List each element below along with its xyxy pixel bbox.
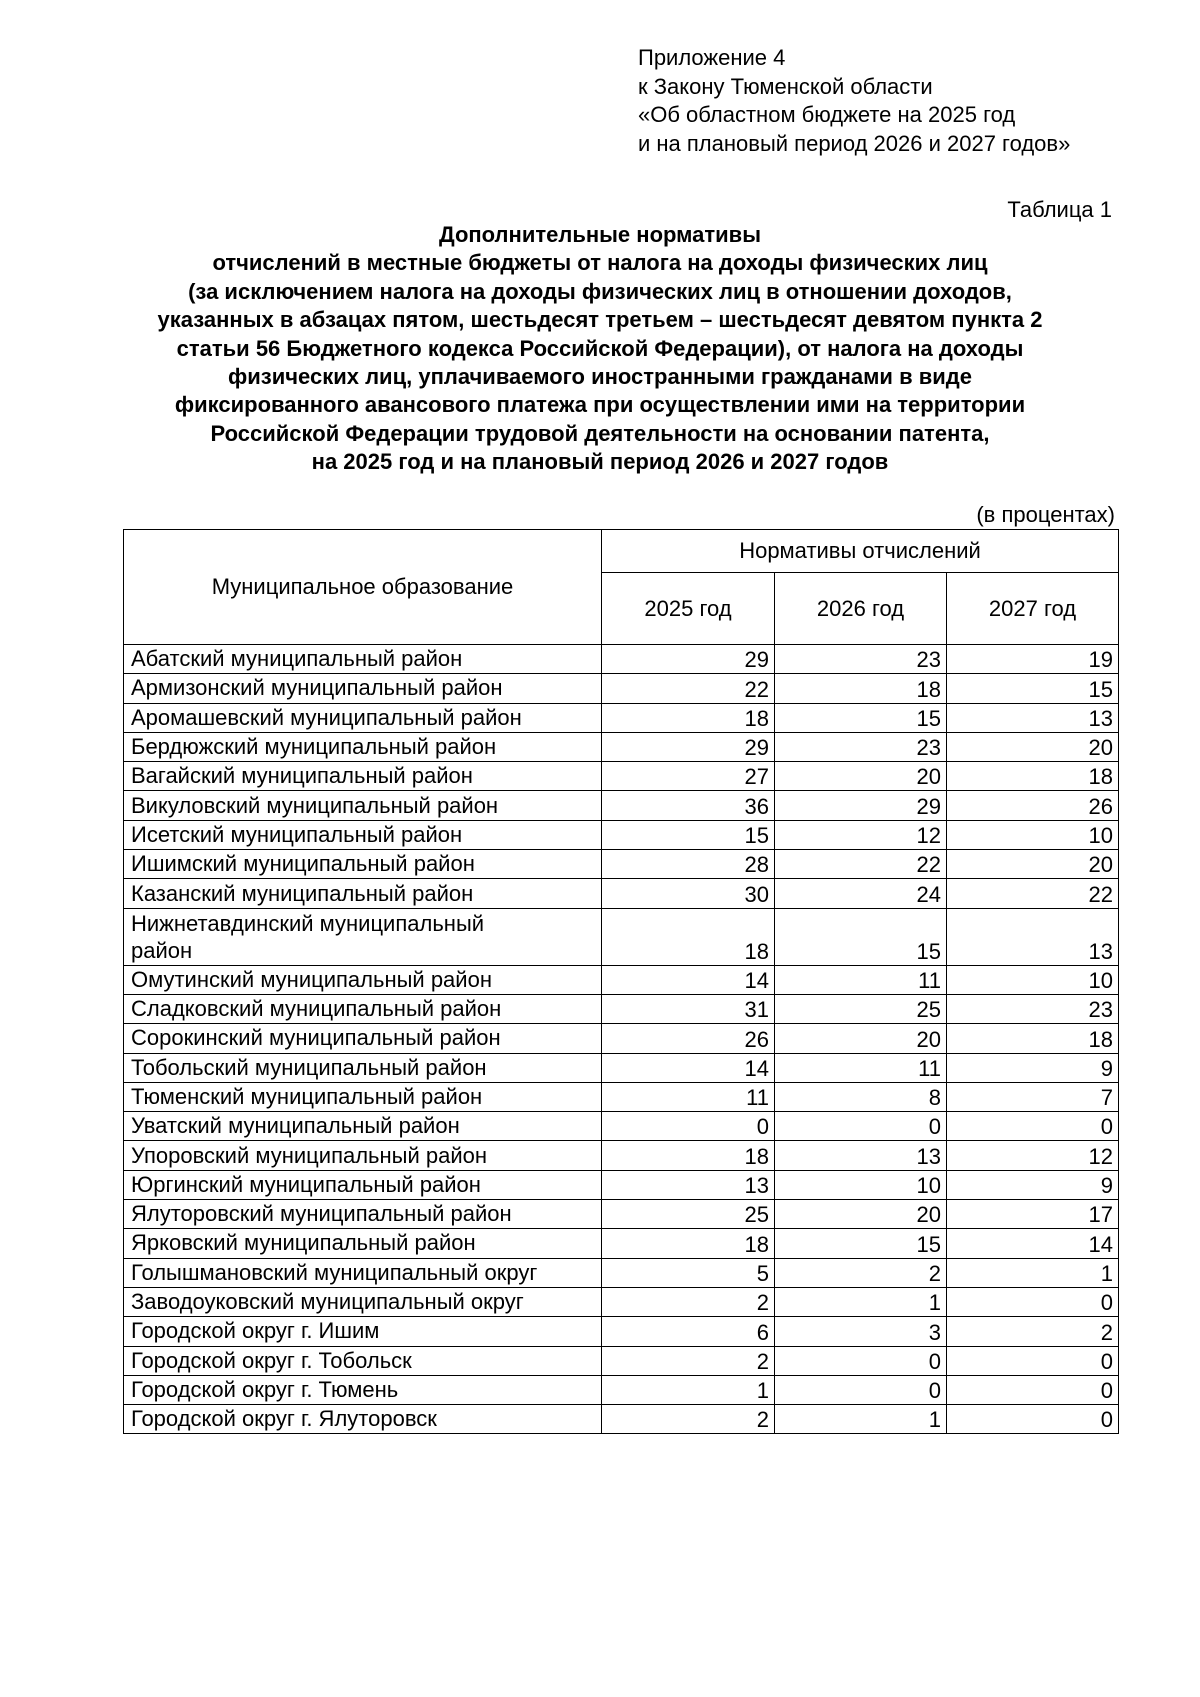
title-line: на 2025 год и на плановый период 2026 и 2027 годов [311,449,889,475]
table-row [124,732,1119,761]
table-row [124,820,1119,849]
table-row [124,1258,1119,1287]
norm-value-2025: 29 [602,732,775,761]
norms-table [123,529,1119,1434]
norm-value-2026: 11 [775,1053,947,1082]
norm-value-2027: 0 [947,1405,1119,1434]
municipality-name [124,1053,602,1082]
municipality-name-text: Юргинский муниципальный район [131,1171,481,1197]
table-row [124,1375,1119,1404]
norm-value-2026: 18 [775,674,947,703]
norm-value-2026: 20 [775,1200,947,1229]
norm-value-2027: 0 [947,1346,1119,1375]
norm-value-2025: 1 [602,1375,775,1404]
norm-value-2027: 17 [947,1200,1119,1229]
norm-value-2027: 20 [947,732,1119,761]
appendix-line: «Об областном бюджете на 2025 год [638,102,1016,127]
municipality-name [124,791,602,820]
municipality-name [124,645,602,674]
table-row [124,1200,1119,1229]
table-row [124,1141,1119,1170]
norm-value-2027: 9 [947,1053,1119,1082]
municipality-name [124,1287,602,1316]
municipality-name-text: Голышмановский муниципальный округ [131,1259,538,1285]
header-year-2025: 2025 год [602,573,775,645]
municipality-name-text: Казанский муниципальный район [131,880,474,906]
norm-value-2026: 20 [775,762,947,791]
norm-value-2027: 18 [947,762,1119,791]
title-line: фиксированного авансового платежа при осуществлении ими на территории [174,392,1026,418]
municipality-name [124,879,602,908]
norm-value-2026: 23 [775,732,947,761]
norm-value-2026: 0 [775,1346,947,1375]
municipality-name [124,1375,602,1404]
appendix-line: и на плановый период 2026 и 2027 годов» [638,130,1071,156]
table-row [124,762,1119,791]
municipality-name-text: Уватский муниципальный район [131,1113,460,1139]
municipality-name-text: Вагайский муниципальный район [131,763,473,789]
norm-value-2027: 2 [947,1317,1119,1346]
municipality-name [124,732,602,761]
norm-value-2027: 13 [947,703,1119,732]
table-row [124,791,1119,820]
norm-value-2025: 14 [602,1053,775,1082]
norm-value-2027: 1 [947,1258,1119,1287]
norm-value-2025: 27 [602,762,775,791]
municipality-name-text: Заводоуковский муниципальный округ [131,1289,524,1315]
municipality-name-text: Ялуторовский муниципальный район [131,1201,512,1227]
norm-value-2026: 0 [775,1375,947,1404]
title-line: Российской Федерации трудовой деятельности на основании патента, [210,420,990,446]
norm-value-2025: 26 [602,1024,775,1053]
norm-value-2027: 0 [947,1287,1119,1316]
municipality-name-text: Абатский муниципальный район [131,646,463,672]
header-year-2026: 2026 год [775,573,947,645]
norm-value-2025: 36 [602,791,775,820]
norm-value-2025: 22 [602,674,775,703]
municipality-name-text: район [131,937,193,963]
document-title [100,221,1100,477]
norm-value-2026: 12 [775,820,947,849]
municipality-name [124,1141,602,1170]
municipality-name [124,850,602,879]
table-row [124,1053,1119,1082]
municipality-name-text: Нижнетавдинский муниципальный [131,910,485,936]
municipality-name-text: Городской округ г. Ялуторовск [131,1406,437,1432]
norm-value-2027: 10 [947,965,1119,994]
municipality-name [124,703,602,732]
norm-value-2026: 15 [775,703,947,732]
table-row [124,1317,1119,1346]
table-row [124,994,1119,1023]
municipality-name-text: Бердюжский муниципальный район [131,734,497,760]
norm-value-2027: 26 [947,791,1119,820]
municipality-name [124,908,602,965]
norm-value-2026: 23 [775,645,947,674]
units-label: (в процентах) [976,502,1115,527]
municipality-name-text: Сладковский муниципальный район [131,996,502,1022]
table-row [124,1229,1119,1258]
norm-value-2025: 25 [602,1200,775,1229]
norm-value-2025: 18 [602,1229,775,1258]
table-row [124,674,1119,703]
table-row [124,908,1119,965]
norm-value-2026: 29 [775,791,947,820]
norm-value-2025: 5 [602,1258,775,1287]
municipality-name [124,1024,602,1053]
table-row [124,1170,1119,1199]
header-norms-group: Нормативы отчислений [602,530,1119,573]
table-row [124,850,1119,879]
norm-value-2026: 8 [775,1082,947,1111]
norm-value-2027: 22 [947,879,1119,908]
municipality-name-text: Городской округ г. Ишим [131,1318,380,1344]
norm-value-2027: 14 [947,1229,1119,1258]
appendix-line: к Закону Тюменской области [638,73,933,99]
norm-value-2027: 19 [947,645,1119,674]
norm-value-2027: 15 [947,674,1119,703]
municipality-name [124,820,602,849]
municipality-name [124,1082,602,1111]
municipality-name-text: Армизонский муниципальный район [131,675,503,701]
norm-value-2025: 15 [602,820,775,849]
norm-value-2026: 25 [775,994,947,1023]
municipality-name [124,965,602,994]
norm-value-2027: 12 [947,1141,1119,1170]
norm-value-2026: 13 [775,1141,947,1170]
title-line: (за исключением налога на доходы физических лиц в отношении доходов, [188,278,1012,304]
municipality-name-text: Городской округ г. Тобольск [131,1347,412,1373]
norm-value-2026: 24 [775,879,947,908]
table-row [124,1082,1119,1111]
table-body [124,645,1119,1434]
municipality-name [124,1200,602,1229]
municipality-name [124,1317,602,1346]
header-municipality: Муниципальное образование [124,530,602,645]
norm-value-2026: 10 [775,1170,947,1199]
municipality-name-text: Аромашевский муниципальный район [131,704,522,730]
norm-value-2027: 7 [947,1082,1119,1111]
norm-value-2026: 1 [775,1287,947,1316]
table-row [124,965,1119,994]
table-row [124,879,1119,908]
norm-value-2027: 10 [947,820,1119,849]
norm-value-2025: 11 [602,1082,775,1111]
municipality-name-text: Ярковский муниципальный район [131,1230,476,1256]
municipality-name-text: Сорокинский муниципальный район [131,1025,501,1051]
norm-value-2027: 20 [947,850,1119,879]
municipality-name-text: Викуловский муниципальный район [131,792,499,818]
norm-value-2026: 2 [775,1258,947,1287]
municipality-name [124,1170,602,1199]
table-row [124,1024,1119,1053]
table-row [124,703,1119,732]
municipality-name [124,994,602,1023]
municipality-name-text: Тобольский муниципальный район [131,1054,487,1080]
title-line: Дополнительные нормативы [439,222,761,247]
municipality-name [124,674,602,703]
municipality-name [124,1346,602,1375]
norm-value-2026: 22 [775,850,947,879]
title-line: отчислений в местные бюджеты от налога на доходы физических лиц [212,250,988,276]
norm-value-2027: 0 [947,1375,1119,1404]
norm-value-2025: 29 [602,645,775,674]
table-row [124,1287,1119,1316]
norm-value-2027: 0 [947,1112,1119,1141]
norm-value-2026: 3 [775,1317,947,1346]
table-row [124,1112,1119,1141]
table-row [124,1405,1119,1434]
appendix-line: Приложение 4 [638,45,786,70]
norm-value-2025: 6 [602,1317,775,1346]
norm-value-2025: 14 [602,965,775,994]
header-year-2027: 2027 год [947,573,1119,645]
table-row [124,1346,1119,1375]
norm-value-2025: 2 [602,1346,775,1375]
norm-value-2025: 13 [602,1170,775,1199]
norm-value-2026: 20 [775,1024,947,1053]
norm-value-2026: 15 [775,1229,947,1258]
municipality-name-text: Городской округ г. Тюмень [131,1376,399,1402]
norm-value-2025: 28 [602,850,775,879]
table-number: Таблица 1 [1007,197,1112,222]
norm-value-2025: 18 [602,908,775,965]
municipality-name-text: Исетский муниципальный район [131,821,463,847]
municipality-name [124,762,602,791]
municipality-name-text: Ишимский муниципальный район [131,851,475,877]
municipality-name-text: Омутинский муниципальный район [131,966,492,992]
table-row [124,645,1119,674]
municipality-name-text: Тюменский муниципальный район [131,1084,483,1109]
norm-value-2025: 18 [602,703,775,732]
norm-value-2025: 30 [602,879,775,908]
norm-value-2026: 15 [775,908,947,965]
municipality-name [124,1112,602,1141]
norm-value-2025: 2 [602,1405,775,1434]
norm-value-2025: 2 [602,1287,775,1316]
appendix-note [638,44,1070,158]
title-line: физических лиц, уплачиваемого иностранными гражданами в виде [228,364,972,390]
norm-value-2027: 18 [947,1024,1119,1053]
norm-value-2026: 0 [775,1112,947,1141]
norm-value-2027: 13 [947,908,1119,965]
norm-value-2025: 18 [602,1141,775,1170]
norm-value-2027: 9 [947,1170,1119,1199]
municipality-name [124,1405,602,1434]
norm-value-2025: 0 [602,1112,775,1141]
norm-value-2026: 11 [775,965,947,994]
norm-value-2025: 31 [602,994,775,1023]
norm-value-2027: 23 [947,994,1119,1023]
municipality-name [124,1258,602,1287]
title-line: указанных в абзацах пятом, шестьдесят третьем – шестьдесят девятом пункта 2 [157,307,1043,333]
municipality-name-text: Упоровский муниципальный район [131,1142,488,1168]
norm-value-2026: 1 [775,1405,947,1434]
title-line: статьи 56 Бюджетного кодекса Российской Федерации), от налога на доходы [176,335,1024,361]
municipality-name [124,1229,602,1258]
